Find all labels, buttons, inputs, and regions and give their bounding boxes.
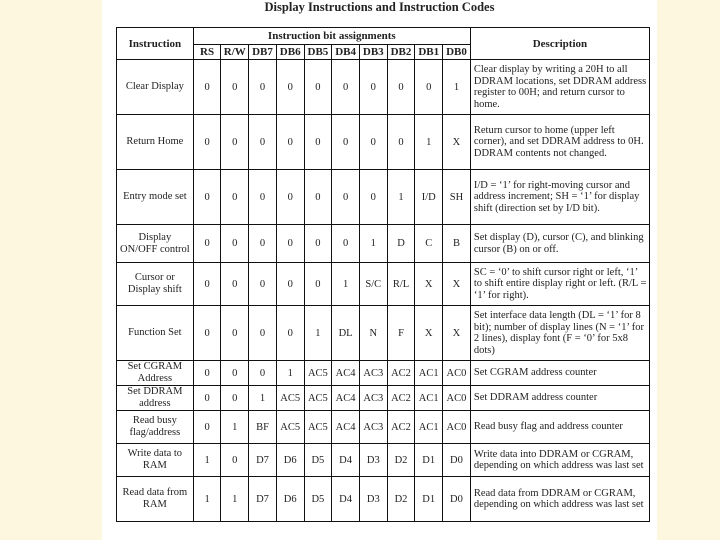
bit-value: DL [332, 306, 360, 361]
bit-value: 0 [221, 306, 249, 361]
bit-value: D6 [276, 444, 304, 477]
bit-value: D6 [276, 477, 304, 522]
bit-value: AC2 [387, 386, 415, 411]
bit-value: 1 [221, 411, 249, 444]
bit-value: 0 [193, 115, 221, 170]
header-bit-rs: RS [193, 45, 221, 60]
instruction-name: Write data to RAM [117, 444, 194, 477]
bit-value: 0 [193, 225, 221, 263]
instruction-name: Cursor or Display shift [117, 263, 194, 306]
bit-value: 0 [304, 225, 332, 263]
bit-value: 1 [193, 444, 221, 477]
bit-value: 0 [332, 115, 360, 170]
instruction-name: Set DDRAM address [117, 386, 194, 411]
bit-value: X [443, 115, 471, 170]
bit-value: AC4 [332, 411, 360, 444]
bit-value: AC0 [443, 386, 471, 411]
bit-value: AC1 [415, 361, 443, 386]
bit-value: AC5 [304, 361, 332, 386]
bit-value: 0 [193, 386, 221, 411]
bit-value: D5 [304, 444, 332, 477]
bit-value: 0 [332, 170, 360, 225]
header-bit-db2: DB2 [387, 45, 415, 60]
header-bit-db6: DB6 [276, 45, 304, 60]
bit-value: X [443, 306, 471, 361]
bit-value: 1 [249, 386, 277, 411]
bit-value: 0 [221, 444, 249, 477]
instruction-table [116, 27, 650, 522]
instruction-name: Return Home [117, 115, 194, 170]
bit-value: X [415, 263, 443, 306]
bit-value: AC5 [276, 386, 304, 411]
bit-value: AC5 [276, 411, 304, 444]
bit-value: 0 [193, 60, 221, 115]
table-row [117, 115, 650, 170]
table-row [117, 411, 650, 444]
bit-value: D3 [359, 444, 387, 477]
header-bit-db3: DB3 [359, 45, 387, 60]
header-bit-db4: DB4 [332, 45, 360, 60]
bit-value: 0 [249, 306, 277, 361]
instruction-description: SC = ‘0’ to shift cursor right or left, ‘1’ to shift entire display right or left. (R/L = ‘1’ for right). [470, 263, 649, 306]
bit-value: 0 [359, 115, 387, 170]
bit-value: D4 [332, 444, 360, 477]
bit-value: 0 [249, 60, 277, 115]
bit-value: 0 [304, 115, 332, 170]
header-description: Description [470, 28, 649, 60]
header-bit-db1: DB1 [415, 45, 443, 60]
bit-value: D7 [249, 444, 277, 477]
bit-value: D4 [332, 477, 360, 522]
bit-value: 0 [193, 361, 221, 386]
bit-value: D1 [415, 477, 443, 522]
header-bit-db5: DB5 [304, 45, 332, 60]
instruction-name: Entry mode set [117, 170, 194, 225]
bit-value: AC3 [359, 411, 387, 444]
bit-value: S/C [359, 263, 387, 306]
bit-value: X [443, 263, 471, 306]
bit-value: 0 [249, 225, 277, 263]
bit-value: 0 [249, 115, 277, 170]
bit-value: 0 [276, 115, 304, 170]
bit-value: AC4 [332, 386, 360, 411]
instruction-name: Read busy flag/address [117, 411, 194, 444]
table-row [117, 225, 650, 263]
bit-value: D5 [304, 477, 332, 522]
instruction-description: Set display (D), cursor (C), and blinking cursor (B) on or off. [470, 225, 649, 263]
instruction-name: Clear Display [117, 60, 194, 115]
bit-value: 1 [415, 115, 443, 170]
bit-value: 1 [359, 225, 387, 263]
bit-value: 0 [359, 170, 387, 225]
instruction-description: Clear display by writing a 20H to all DDRAM locations, set DDRAM address register to 00H; and return cursor to home. [470, 60, 649, 115]
bit-value: 0 [193, 306, 221, 361]
header-bit-db0: DB0 [443, 45, 471, 60]
bit-value: 0 [249, 263, 277, 306]
bit-value: 0 [387, 115, 415, 170]
bit-value: 0 [415, 60, 443, 115]
bit-value: F [387, 306, 415, 361]
bit-value: 0 [221, 361, 249, 386]
bit-value: D [387, 225, 415, 263]
header-bit-assignments: Instruction bit assignments [193, 28, 470, 45]
bit-value: 1 [332, 263, 360, 306]
table-row [117, 170, 650, 225]
bit-value: AC5 [304, 411, 332, 444]
bit-value: AC2 [387, 411, 415, 444]
table-row [117, 263, 650, 306]
bit-value: 0 [221, 225, 249, 263]
bit-value: I/D [415, 170, 443, 225]
bit-value: 0 [221, 263, 249, 306]
instruction-name: Set CGRAM Address [117, 361, 194, 386]
bit-value: 0 [193, 411, 221, 444]
bit-value: AC1 [415, 411, 443, 444]
bit-value: AC4 [332, 361, 360, 386]
instruction-description: Write data into DDRAM or CGRAM, depending on which address was last set [470, 444, 649, 477]
header-bit-db7: DB7 [249, 45, 277, 60]
instruction-description: I/D = ‘1’ for right-moving cursor and address increment; SH = ‘1’ for display shift (direction set by I/D bit). [470, 170, 649, 225]
instruction-name: Function Set [117, 306, 194, 361]
instruction-name: Read data from RAM [117, 477, 194, 522]
bit-value: 1 [443, 60, 471, 115]
bit-value: 0 [304, 263, 332, 306]
bit-value: SH [443, 170, 471, 225]
bit-value: X [415, 306, 443, 361]
bit-value: D2 [387, 477, 415, 522]
instruction-description: Read data from DDRAM or CGRAM, depending on which address was last set [470, 477, 649, 522]
bit-value: 0 [276, 263, 304, 306]
instruction-description: Read busy flag and address counter [470, 411, 649, 444]
bit-value: C [415, 225, 443, 263]
bit-value: 0 [249, 170, 277, 225]
bit-value: 0 [221, 115, 249, 170]
bit-value: 0 [221, 60, 249, 115]
bit-value: 0 [221, 386, 249, 411]
table-row [117, 306, 650, 361]
header-bit-rw: R/W [221, 45, 249, 60]
bit-value: 0 [193, 263, 221, 306]
bit-value: 0 [276, 306, 304, 361]
page-title: Display Instructions and Instruction Codes [264, 0, 495, 14]
bit-value: 0 [249, 361, 277, 386]
bit-value: D2 [387, 444, 415, 477]
table-row [117, 361, 650, 386]
bit-value: 0 [304, 60, 332, 115]
bit-value: AC0 [443, 411, 471, 444]
table-row [117, 60, 650, 115]
table-row [117, 386, 650, 411]
bit-value: 1 [387, 170, 415, 225]
document-page [102, 0, 657, 540]
bit-value: 1 [193, 477, 221, 522]
bit-value: AC5 [304, 386, 332, 411]
bit-value: 0 [304, 170, 332, 225]
instruction-description: Set CGRAM address counter [470, 361, 649, 386]
bit-value: 0 [387, 60, 415, 115]
bit-value: D1 [415, 444, 443, 477]
bit-value: 1 [276, 361, 304, 386]
table-row [117, 477, 650, 522]
instruction-description: Return cursor to home (upper left corner), and set DDRAM address to 0H. DDRAM contents not changed. [470, 115, 649, 170]
bit-value: 0 [276, 60, 304, 115]
bit-value: 0 [276, 170, 304, 225]
bit-value: BF [249, 411, 277, 444]
header-instruction: Instruction [117, 28, 194, 60]
bit-value: AC3 [359, 361, 387, 386]
instruction-description: Set interface data length (DL = ‘1’ for 8 bit); number of display lines (N = ‘1’ for 2 lines), display font (F = ‘0’ for 5x8 dots) [470, 306, 649, 361]
bit-value: AC3 [359, 386, 387, 411]
bit-value: D0 [443, 444, 471, 477]
bit-value: D3 [359, 477, 387, 522]
bit-value: 1 [304, 306, 332, 361]
bit-value: R/L [387, 263, 415, 306]
instruction-description: Set DDRAM address counter [470, 386, 649, 411]
bit-value: 0 [221, 170, 249, 225]
bit-value: N [359, 306, 387, 361]
bit-value: D7 [249, 477, 277, 522]
table-row [117, 444, 650, 477]
bit-value: AC0 [443, 361, 471, 386]
bit-value: AC1 [415, 386, 443, 411]
bit-value: 1 [221, 477, 249, 522]
bit-value: 0 [276, 225, 304, 263]
bit-value: D0 [443, 477, 471, 522]
bit-value: 0 [193, 170, 221, 225]
instruction-name: Display ON/OFF control [117, 225, 194, 263]
bit-value: B [443, 225, 471, 263]
bit-value: 0 [359, 60, 387, 115]
bit-value: 0 [332, 225, 360, 263]
bit-value: AC2 [387, 361, 415, 386]
bit-value: 0 [332, 60, 360, 115]
